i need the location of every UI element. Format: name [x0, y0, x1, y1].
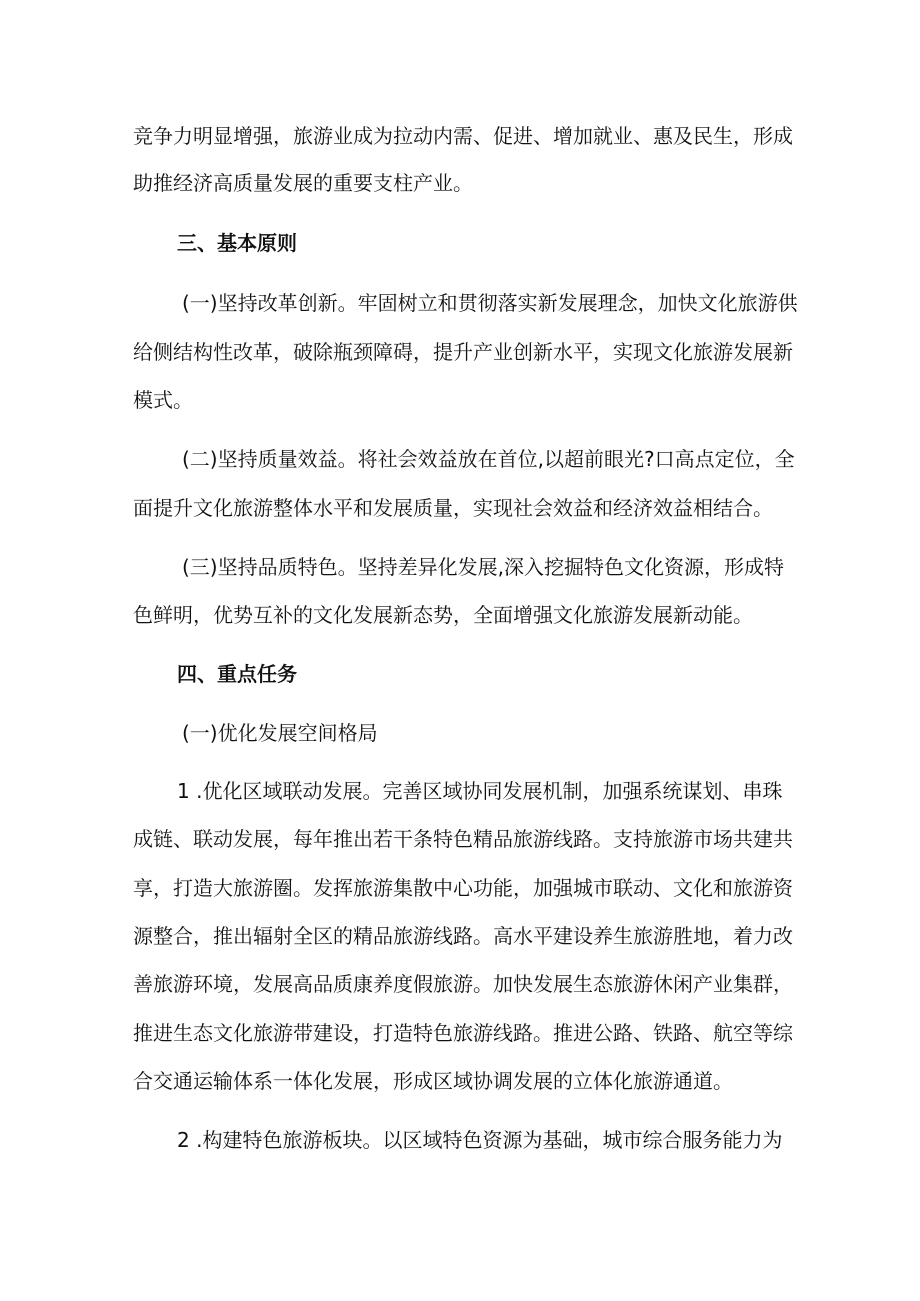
- paragraph-line: (三)坚持品质特色。坚持差异化发展,深入挖掘特色文化资源，形成特: [182, 555, 784, 579]
- section-heading-principles: 三、基本原则: [177, 231, 297, 255]
- paragraph-line: 1 .优化区域联动发展。完善区域协同发展机制，加强系统谋划、串珠: [177, 779, 783, 803]
- paragraph-line: 推进生态文化旅游带建设，打造特色旅游线路。推进公路、铁路、航空等综: [133, 1021, 793, 1045]
- subsection-heading: (一)优化发展空间格局: [182, 721, 378, 745]
- paragraph-line: (一)坚持改革创新。牢固树立和贯彻落实新发展理念，加快文化旅游供: [182, 291, 798, 315]
- paragraph-line: 善旅游环境，发展高品质康养度假旅游。加快发展生态旅游休闲产业集群，: [133, 972, 793, 996]
- paragraph-line: (二)坚持质量效益。将社会效益放在首位,以超前眼光?口高点定位，全: [182, 447, 795, 471]
- section-heading-tasks: 四、重点任务: [177, 662, 297, 686]
- paragraph-line: 竞争力明显增强，旅游业成为拉动内需、促进、增加就业、惠及民生，形成: [133, 124, 793, 148]
- paragraph-line: 享，打造大旅游圈。发挥旅游集散中心功能，加强城市联动、文化和旅游资: [133, 876, 793, 900]
- paragraph-line: 合交通运输体系一体化发展，形成区域协调发展的立体化旅游通道。: [133, 1069, 733, 1093]
- paragraph-line: 给侧结构性改革，破除瓶颈障碍，提升产业创新水平，实现文化旅游发展新: [133, 340, 793, 364]
- paragraph-line: 面提升文化旅游整体水平和发展质量，实现社会效益和经济效益相结合。: [133, 496, 773, 520]
- paragraph-line: 色鲜明，优势互补的文化发展新态势，全面增强文化旅游发展新动能。: [133, 603, 753, 627]
- paragraph-line: 模式。: [133, 388, 193, 412]
- paragraph-line: 助推经济高质量发展的重要支柱产业。: [133, 171, 473, 195]
- paragraph-line: 2 .构建特色旅游板块。以区域特色资源为基础，城市综合服务能力为: [177, 1128, 783, 1152]
- paragraph-line: 源整合，推出辐射全区的精品旅游线路。高水平建设养生旅游胜地，着力改: [133, 924, 793, 948]
- paragraph-line: 成链、联动发展，每年推出若干条特色精品旅游线路。支持旅游市场共建共: [133, 827, 793, 851]
